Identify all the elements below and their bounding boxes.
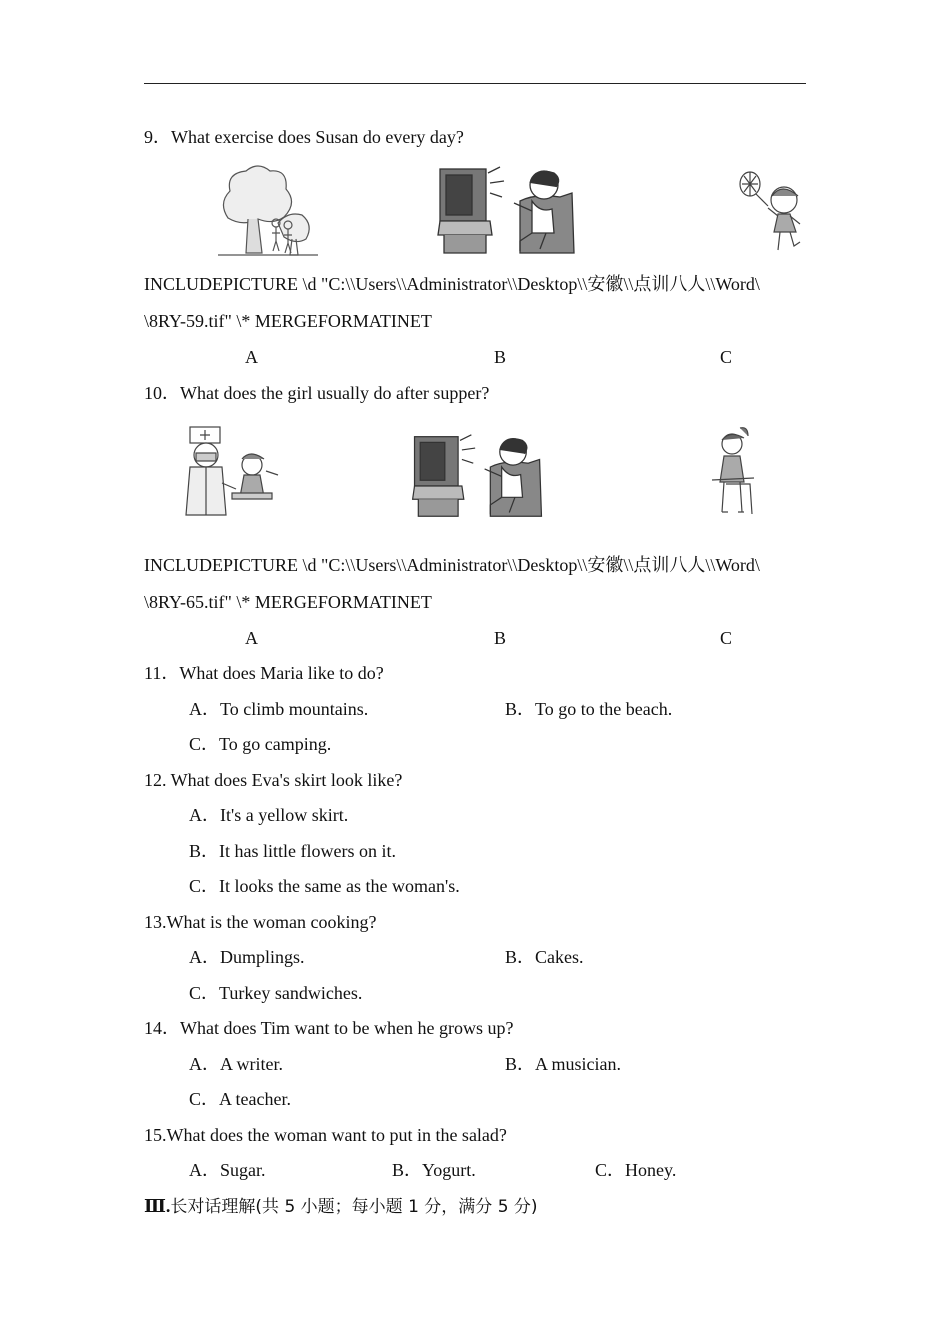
picture-9c-tennis-girl xyxy=(738,170,806,254)
question-10: 10．What does the girl usually do after supper? xyxy=(144,383,490,403)
question-15: 15.What does the woman want to put in the salad? xyxy=(144,1125,507,1145)
picture-label-9a: A xyxy=(245,347,258,367)
section-3-title: 长对话理解(共 5 小题；每小题 1 分，满分 5 分) xyxy=(170,1197,538,1217)
section-3-numeral: Ⅲ. xyxy=(144,1196,171,1216)
field-code-10-line1: INCLUDEPICTURE \d "C:\\Users\\Administrator\\Desktop\\安徽\\点训八人\\Word\ xyxy=(144,555,760,575)
question-13: 13.What is the woman cooking? xyxy=(144,912,377,932)
picture-10c-girl-on-stool xyxy=(708,424,760,518)
field-code-9-line2: \8RY-59.tif" \* MERGEFORMATINET xyxy=(144,311,432,331)
picture-label-9c: C xyxy=(720,347,733,367)
question-14: 14．What does Tim want to be when he grows up? xyxy=(144,1018,514,1038)
question-9: 9．What exercise does Susan do every day? xyxy=(144,127,464,147)
question-12: 12. What does Eva's skirt look like? xyxy=(144,770,403,790)
picture-label-10b: B xyxy=(494,628,507,648)
picture-9b-watching-tv xyxy=(436,163,578,258)
picture-10a-doctor-girl xyxy=(182,423,282,519)
q11-option-b[interactable]: B．To go to the beach. xyxy=(505,699,673,719)
picture-label-9b: B xyxy=(494,347,507,367)
picture-label-10a: A xyxy=(245,628,258,648)
question-11: 11．What does Maria like to do? xyxy=(144,663,384,683)
q15-option-b[interactable]: B．Yogurt. xyxy=(392,1160,476,1180)
q12-option-a[interactable]: A．It's a yellow skirt. xyxy=(189,805,349,825)
picture-label-10c: C xyxy=(720,628,733,648)
field-code-9-line1: INCLUDEPICTURE \d "C:\\Users\\Administrator\\Desktop\\安徽\\点训八人\\Word\ xyxy=(144,274,760,294)
q14-option-c[interactable]: C．A teacher. xyxy=(189,1089,291,1109)
q11-option-a[interactable]: A．To climb mountains. xyxy=(189,699,369,719)
q13-option-a[interactable]: A．Dumplings. xyxy=(189,947,305,967)
field-code-10-line2: \8RY-65.tif" \* MERGEFORMATINET xyxy=(144,592,432,612)
q15-option-c[interactable]: C．Honey. xyxy=(595,1160,677,1180)
picture-9a-trees-kids xyxy=(218,163,318,258)
q14-option-a[interactable]: A．A writer. xyxy=(189,1054,283,1074)
q14-option-b[interactable]: B．A musician. xyxy=(505,1054,621,1074)
q12-option-b[interactable]: B．It has little flowers on it. xyxy=(189,841,396,861)
section-3-heading xyxy=(144,1195,538,1218)
q13-option-c[interactable]: C．Turkey sandwiches. xyxy=(189,983,363,1003)
q11-option-c[interactable]: C．To go camping. xyxy=(189,734,332,754)
header-rule xyxy=(144,83,806,84)
picture-10b-watching-tv xyxy=(410,431,546,521)
q15-option-a[interactable]: A．Sugar. xyxy=(189,1160,266,1180)
q13-option-b[interactable]: B．Cakes. xyxy=(505,947,584,967)
q12-option-c[interactable]: C．It looks the same as the woman's. xyxy=(189,876,460,896)
